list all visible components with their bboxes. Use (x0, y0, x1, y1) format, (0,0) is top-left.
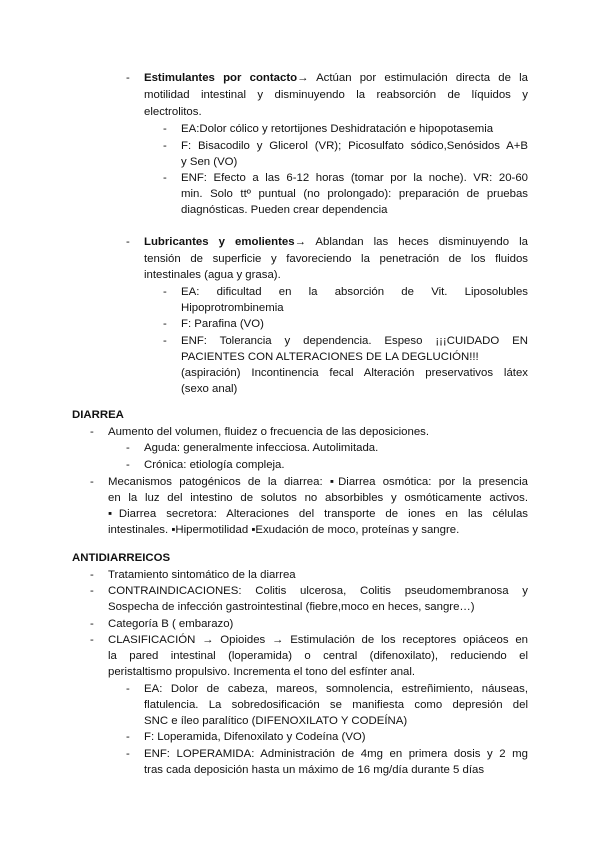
diarrea-aguda: Aguda: generalmente infecciosa. Autolimitada. (144, 442, 379, 454)
list-dash: - (126, 236, 130, 248)
antidiarreicos-clasificacion-1: CLASIFICACIÓN → Opioides → Estimulación de los receptores opiáceos en (108, 634, 528, 646)
list-dash: - (126, 683, 130, 695)
estimulantes-f-2: y Sen (VO) (181, 156, 238, 168)
antidiarreicos-tratamiento: Tratamiento sintomático de la diarrea (108, 569, 296, 581)
antidiarreicos-enf-1: ENF: LOPERAMIDA: Administración de 4mg en primera dosis y 2 mg (144, 748, 528, 760)
diarrea-mecanismos-4: intestinales. ▪Hipermotilidad ▪Exudación de moco, proteínas y sangre. (108, 524, 460, 536)
list-dash: - (90, 426, 94, 438)
estimulantes-enf-1: ENF: Efecto a las 6-12 horas (tomar por la noche). VR: 20-60 (181, 172, 528, 184)
list-dash: - (90, 476, 94, 488)
estimulantes-enf-3: diagnósticas. Pueden crear dependencia (181, 204, 388, 216)
lubricantes-f: F: Parafina (VO) (181, 318, 264, 330)
antidiarreicos-ea-2: flatulencia. La sobredosificación se manifiesta como depresión del (144, 699, 528, 711)
lubricantes-line-2: tensión de superficie y favoreciendo la penetración de los fluidos (144, 253, 528, 265)
antidiarreicos-contra-1: CONTRAINDICACIONES: Colitis ulcerosa, Colitis pseudomembranosa y (108, 585, 528, 597)
antidiarreicos-ea-3: SNC e íleo paralítico (DIFENOXILATO Y CODEÍNA) (144, 715, 408, 727)
lubricantes-ea-1: EA: dificultad en la absorción de Vit. Liposolubles (181, 286, 528, 298)
diarrea-definition: Aumento del volumen, fluidez o frecuencia de las deposiciones. (108, 426, 430, 438)
list-dash: - (90, 585, 94, 597)
list-dash: - (163, 286, 167, 298)
list-dash: - (90, 569, 94, 581)
diarrea-mecanismos-1: Mecanismos patogénicos de la diarrea: ▪Diarrea osmótica: por la presencia (108, 476, 528, 488)
estimulantes-line-2: motilidad intestinal y disminuyendo la reabsorción de líquidos y (144, 89, 528, 101)
diarrea-mecanismos-2: en la luz del intestino de solutos no absorbibles y osmóticamente activos. (108, 492, 528, 504)
list-dash: - (90, 618, 94, 630)
antidiarreicos-categoria: Categoría B ( embarazo) (108, 618, 234, 630)
estimulantes-line-3: electrolitos. (144, 106, 202, 118)
list-dash: - (126, 442, 130, 454)
list-dash: - (90, 634, 94, 646)
antidiarreicos-clasificacion-3: peristaltismo propulsivo. Incrementa el tono del esfínter anal. (108, 666, 416, 678)
estimulantes-title: Estimulantes por contacto (144, 72, 298, 84)
estimulantes-f-1: F: Bisacodilo y Glicerol (VR); Picosulfato sódico,Senósidos A+B (181, 140, 528, 152)
diarrea-mecanismos-3: ▪Diarrea secretora: Alteraciones del transporte de iones en las células (108, 508, 528, 520)
estimulantes-ea: EA:Dolor cólico y retortijones Deshidratación e hipopotasemia (181, 123, 494, 135)
diarrea-cronica: Crónica: etiología compleja. (144, 459, 285, 471)
antidiarreicos-enf-2: tras cada deposición hasta un máximo de 16 mg/día durante 5 días (144, 764, 485, 776)
antidiarreicos-clasificacion-2: la pared intestinal (loperamida) o central (difenoxilato), reduciendo el (108, 650, 528, 662)
estimulantes-enf-2: min. Solo ttº puntual (no prolongado): preparación de pruebas (181, 188, 528, 200)
lubricantes-ea-2: Hipoprotrombinemia (181, 302, 284, 314)
diarrea-heading: DIARREA (72, 409, 124, 421)
list-dash: - (163, 172, 167, 184)
antidiarreicos-contra-2: Sospecha de infección gastrointestinal (fiebre,moco en heces, sangre…) (108, 601, 475, 613)
estimulantes-line-1: Estimulantes por contacto→ Actúan por estimulación directa de la (144, 72, 528, 84)
antidiarreicos-heading: ANTIDIARREICOS (72, 552, 171, 564)
lubricantes-title: Lubricantes y emolientes (144, 236, 295, 248)
lubricantes-enf-2: PACIENTES CON ALTERACIONES DE LA DEGLUCIÓN!!! (181, 351, 479, 363)
list-dash: - (163, 335, 167, 347)
antidiarreicos-f: F: Loperamida, Difenoxilato y Codeína (VO) (144, 731, 366, 743)
list-dash: - (126, 731, 130, 743)
list-dash: - (163, 318, 167, 330)
list-dash: - (126, 748, 130, 760)
lubricantes-enf-3: (aspiración) Incontinencia fecal Alteración preservativos látex (181, 367, 528, 379)
list-dash: - (126, 459, 130, 471)
list-dash: - (163, 140, 167, 152)
list-dash: - (126, 72, 130, 84)
antidiarreicos-ea-1: EA: Dolor de cabeza, mareos, somnolencia, estreñimiento, náuseas, (144, 683, 528, 695)
lubricantes-line-1: Lubricantes y emolientes→ Ablandan las heces disminuyendo la (144, 236, 528, 248)
lubricantes-enf-1: ENF: Tolerancia y dependencia. Espeso ¡¡¡CUIDADO EN (181, 335, 528, 347)
list-dash: - (163, 123, 167, 135)
lubricantes-enf-4: (sexo anal) (181, 383, 238, 395)
lubricantes-line-3: intestinales (agua y grasa). (144, 269, 281, 281)
